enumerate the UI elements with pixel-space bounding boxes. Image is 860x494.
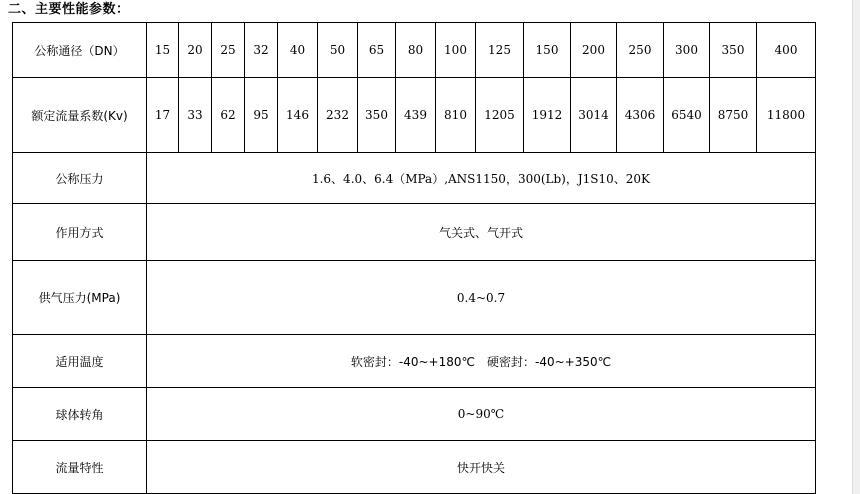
performance-parameter-table [12, 22, 816, 494]
kv-cell: 1912 [524, 78, 571, 153]
table-row-applicable-temperature [13, 335, 816, 388]
actuation-mode-value: 气关式、气开式 [147, 204, 816, 261]
row-label-flow-coefficient: 额定流量系数(Kv) [13, 78, 147, 153]
dn-cell: 300 [664, 23, 710, 78]
kv-cell: 146 [278, 78, 318, 153]
section-heading: 二、主要性能参数： [8, 2, 130, 17]
air-supply-pressure-value: 0.4~0.7 [147, 261, 816, 335]
dn-cell: 80 [396, 23, 436, 78]
dn-cell: 65 [358, 23, 396, 78]
kv-cell: 17 [147, 78, 179, 153]
table-row-actuation-mode [13, 204, 816, 261]
dn-cell: 250 [617, 23, 664, 78]
kv-cell: 11800 [757, 78, 816, 153]
dn-cell: 125 [476, 23, 524, 78]
kv-cell: 6540 [664, 78, 710, 153]
table-row-nominal-diameter [13, 23, 816, 78]
kv-cell: 232 [318, 78, 358, 153]
table-row-flow-characteristic [13, 441, 816, 494]
kv-cell: 439 [396, 78, 436, 153]
kv-cell: 4306 [617, 78, 664, 153]
kv-cell: 95 [245, 78, 278, 153]
dn-cell: 350 [710, 23, 757, 78]
kv-cell: 8750 [710, 78, 757, 153]
dn-cell: 32 [245, 23, 278, 78]
row-label-nominal-diameter: 公称通径（DN） [13, 23, 147, 78]
kv-cell: 1205 [476, 78, 524, 153]
scrollbar-track[interactable] [852, 0, 860, 494]
dn-cell: 25 [212, 23, 245, 78]
dn-cell: 150 [524, 23, 571, 78]
kv-cell: 62 [212, 78, 245, 153]
table-row-ball-rotation-angle [13, 388, 816, 441]
row-label-actuation-mode: 作用方式 [13, 204, 147, 261]
dn-cell: 40 [278, 23, 318, 78]
ball-rotation-angle-value: 0~90℃ [147, 388, 816, 441]
row-label-flow-characteristic: 流量特性 [13, 441, 147, 494]
dn-cell: 15 [147, 23, 179, 78]
dn-cell: 200 [571, 23, 617, 78]
dn-cell: 400 [757, 23, 816, 78]
kv-cell: 33 [179, 78, 212, 153]
table-row-nominal-pressure [13, 153, 816, 204]
row-label-nominal-pressure: 公称压力 [13, 153, 147, 204]
kv-cell: 810 [436, 78, 476, 153]
row-label-air-supply-pressure: 供气压力(MPa) [13, 261, 147, 335]
table-row-air-supply-pressure [13, 261, 816, 335]
flow-characteristic-value: 快开快关 [147, 441, 816, 494]
nominal-pressure-value: 1.6、4.0、6.4（MPa）,ANS1150，300(Lb)，J1S10、20K [147, 153, 816, 204]
dn-cell: 50 [318, 23, 358, 78]
applicable-temperature-value: 软密封：-40~+180℃ 硬密封：-40~+350℃ [147, 335, 816, 388]
dn-cell: 100 [436, 23, 476, 78]
dn-cell: 20 [179, 23, 212, 78]
kv-cell: 350 [358, 78, 396, 153]
table-row-flow-coefficient [13, 78, 816, 153]
kv-cell: 3014 [571, 78, 617, 153]
row-label-applicable-temperature: 适用温度 [13, 335, 147, 388]
row-label-ball-rotation-angle: 球体转角 [13, 388, 147, 441]
